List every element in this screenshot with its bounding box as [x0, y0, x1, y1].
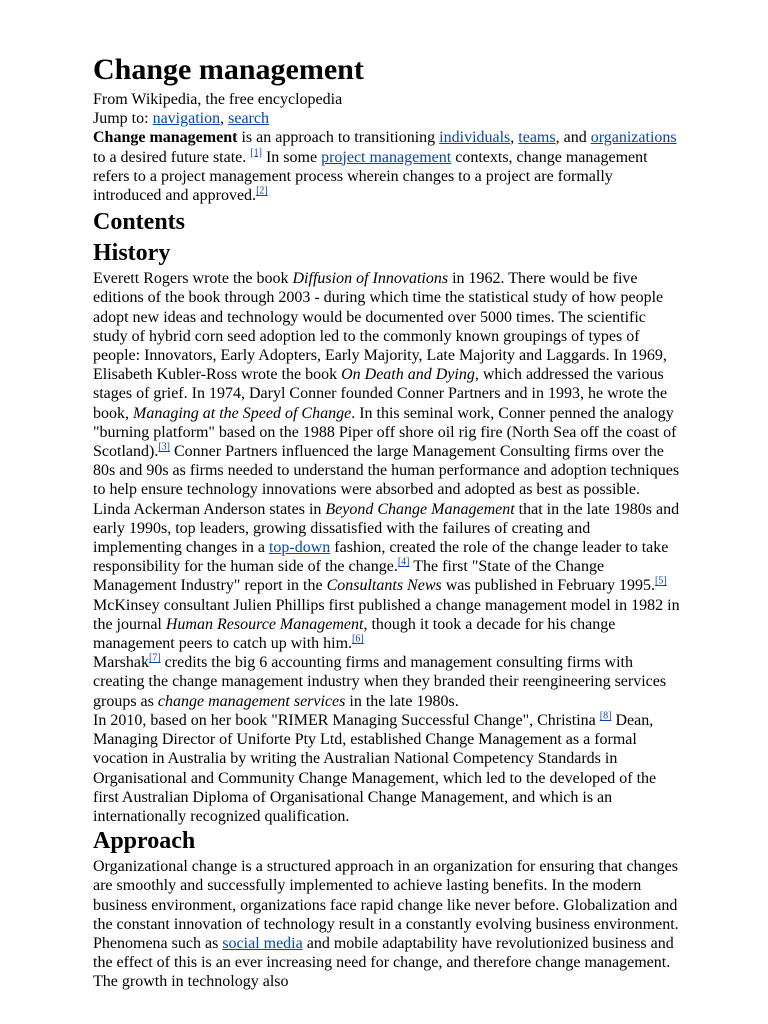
italic-term: change management services	[157, 692, 346, 710]
citation-link-8[interactable]: [8]	[599, 710, 612, 722]
contents-heading: Contents	[93, 209, 186, 236]
citation-5	[655, 576, 667, 587]
page-title: Change management	[93, 53, 364, 86]
book-title: Beyond Change Management	[325, 500, 515, 518]
paragraph-text: that in the late 1980s and early 1990s, top leaders, growing dissatisfied with the failures of creating and implementing changes in a	[93, 500, 680, 557]
paragraph-text: Everett Rogers wrote the book	[93, 270, 293, 288]
citation-link-3[interactable]: [3]	[158, 441, 170, 453]
book-title: Managing at the Speed of Change	[133, 404, 352, 422]
jump-separator: ,	[220, 110, 225, 128]
journal-title: Human Resource Management	[165, 615, 364, 633]
citation-link-4[interactable]: [4]	[397, 556, 410, 568]
link-individuals[interactable]: individuals	[439, 129, 511, 147]
intro-text: , and	[555, 129, 591, 147]
jump-to-bar	[93, 109, 683, 128]
intro-bold-term: Change management	[93, 129, 238, 147]
book-title: Diffusion of Innovations	[292, 270, 449, 288]
paragraph-text: Conner Partners influenced the large Management Consulting firms over the 80s and 90s as firms needed to understand the human performance and adoption techniques to help ensure technology innovations were absorbed and adopted as best as possible.	[93, 443, 680, 499]
citation-2	[256, 186, 268, 197]
intro-paragraph	[93, 128, 683, 205]
link-project-management[interactable]: project management	[321, 148, 452, 166]
site-tagline: From Wikipedia, the free encyclopedia	[93, 91, 343, 108]
intro-text: ,	[510, 129, 519, 147]
paragraph-text: , though it took a decade for his change management peers to catch up with him.	[93, 615, 616, 653]
history-paragraph-4	[93, 653, 683, 711]
history-paragraph-1	[93, 269, 683, 499]
link-social-media[interactable]: social media	[222, 934, 303, 952]
paragraph-text: Linda Ackerman Anderson states in	[93, 500, 326, 518]
intro-text: to a desired future state.	[93, 148, 251, 166]
link-teams[interactable]: teams	[518, 129, 556, 147]
citation-link-5[interactable]: [5]	[655, 576, 667, 588]
paragraph-text: fashion, created the role of the change leader to take responsibility for the human side of the change.	[93, 539, 669, 576]
citation-3	[158, 442, 170, 453]
history-heading: History	[93, 240, 171, 267]
jump-search-link[interactable]: search	[228, 110, 269, 128]
citation-link-7[interactable]: [7]	[148, 652, 161, 664]
paragraph-text: Marshak	[93, 654, 149, 672]
citation-8	[600, 711, 612, 722]
paragraph-text: The first "State of the Change Management Industry" report in the	[93, 558, 605, 595]
citation-6	[352, 634, 364, 645]
paragraph-text: Dean, Managing Director of Uniforte Pty Ltd, established Change Management as a formal vocation in Australia by writing the Australian National Competency Standards in Organisational and Community Change Management, which led to the developed of the first Australian Diploma of Organisational Change Management, and which is an internationally recognized qualification.	[93, 711, 657, 825]
jump-navigation-link[interactable]: navigation	[152, 110, 221, 128]
jump-to-label: Jump to:	[93, 110, 149, 128]
book-title: On Death and Dying	[341, 366, 475, 384]
article	[93, 50, 683, 992]
citation-link-2[interactable]: [2]	[256, 185, 268, 197]
citation-1	[250, 147, 262, 158]
paragraph-text: in the late 1980s.	[345, 692, 459, 710]
history-paragraph-3	[93, 596, 683, 654]
intro-text: In some	[261, 148, 322, 166]
citation-7	[149, 653, 161, 664]
paragraph-text: and mobile adaptability have revolutionized business and the effect of this is an ever increasing need for change, and therefore change management. The growth in technology also	[93, 934, 674, 991]
paragraph-text: , which addressed the various stages of grief. In 1974, Daryl Conner founded Conner Partners and in 1993, he wrote the book,	[93, 366, 668, 422]
approach-paragraph-1	[93, 857, 683, 991]
paragraph-text: was published in February 1995.	[441, 577, 656, 595]
link-top-down[interactable]: top-down	[268, 539, 331, 557]
citation-link-6[interactable]: [6]	[352, 633, 364, 645]
paragraph-text: In 2010, based on her book "RIMER Managing Successful Change", Christina	[93, 711, 600, 729]
intro-text: contexts, change management refers to a project management process wherein changes to a project are formally introduced and approved.	[93, 148, 648, 205]
intro-text: is an approach to transitioning	[237, 129, 440, 147]
citation-link-1[interactable]: [1]	[250, 147, 262, 159]
history-paragraph-2	[93, 500, 683, 596]
citation-4	[398, 557, 410, 568]
publication-title: Consultants News	[326, 577, 442, 595]
link-organizations[interactable]: organizations	[590, 129, 677, 147]
history-paragraph-5	[93, 711, 683, 826]
paragraph-text: credits the big 6 accounting firms and management consulting firms with creating the change management industry when they branded their reengineering services groups as	[93, 654, 667, 710]
paragraph-text: McKinsey consultant Julien Phillips first published a change management model in 1982 in the journal	[93, 596, 680, 633]
paragraph-text: in 1962. There would be five editions of the book through 2003 - during which time the statistical study of how people adopt new ideas and technology would be documented over 5000 times. The scientific study of hybrid corn seed adoption led to the commonly known groupings of types of people: Innovators, Early Adopters, Early Majority, Late Majority and Laggards. In 1969, Elisabeth Kubler-Ross wrote the book	[93, 270, 667, 384]
paragraph-text: Organizational change is a structured approach in an organization for ensuring that changes are smoothly and successfully implemented to achieve lasting benefits. In the modern business environment, organizations face rapid change like never before. Globalization and the constant innovation of technology result in a constantly evolving business environment. Phenomena such as	[93, 858, 679, 952]
approach-heading: Approach	[93, 828, 196, 855]
paragraph-text: . In this seminal work, Conner penned the analogy "burning platform" based on the 1988 Piper off shore oil rig fire (North Sea off the coast of Scotland).	[93, 404, 677, 461]
